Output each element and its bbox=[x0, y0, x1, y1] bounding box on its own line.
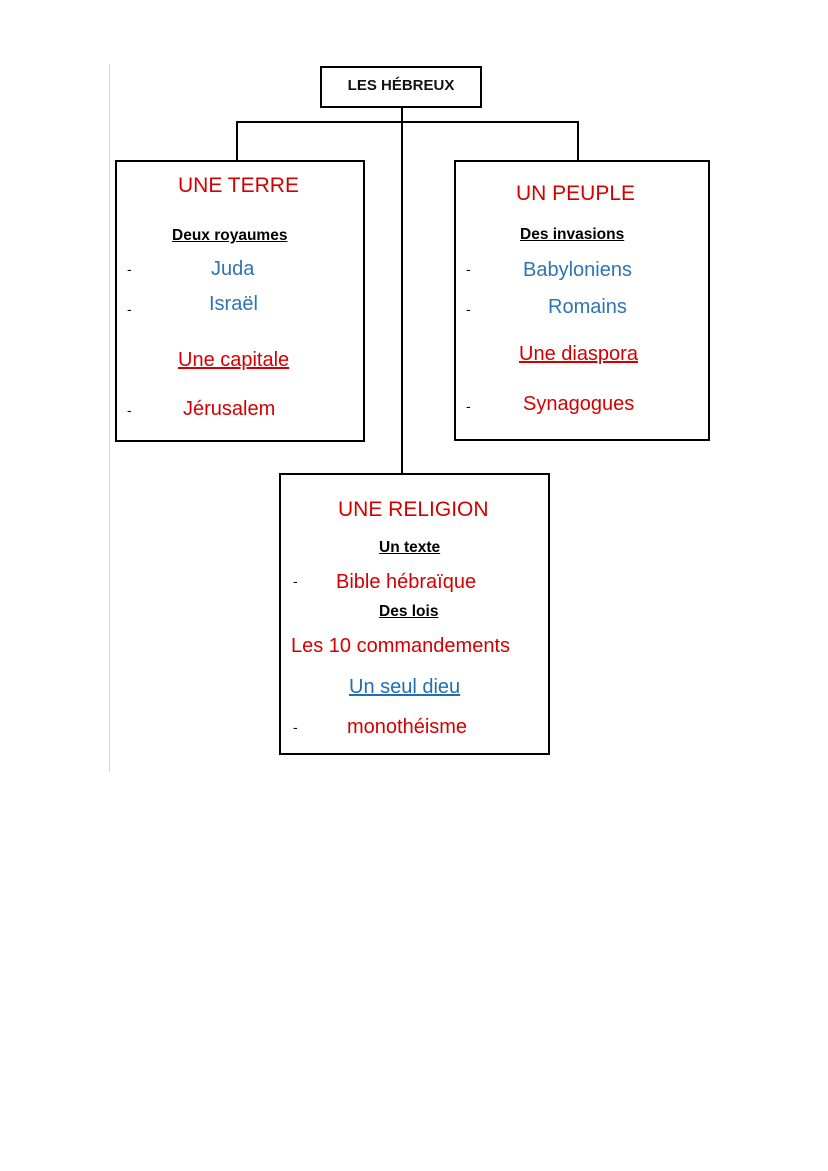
religion-dieu-item-1: monothéisme bbox=[347, 716, 468, 738]
peuple-title: UN PEUPLE bbox=[516, 182, 636, 205]
religion-texte-bullet-1: - bbox=[293, 573, 298, 589]
page-margin-line bbox=[109, 64, 110, 772]
peuple-invasions-bullet-2: - bbox=[466, 301, 471, 317]
terre-royaumes-heading: Deux royaumes bbox=[172, 227, 288, 244]
connector-left-drop bbox=[236, 121, 238, 160]
root-node bbox=[320, 66, 482, 108]
religion-title: UNE RELIGION bbox=[338, 498, 489, 521]
node-un-peuple bbox=[454, 160, 710, 441]
root-title: LES HÉBREUX bbox=[347, 77, 455, 94]
peuple-diaspora-heading: Une diaspora bbox=[519, 343, 638, 365]
terre-royaumes-bullet-2: - bbox=[127, 301, 132, 317]
religion-lois-item-1: Les 10 commandements bbox=[291, 635, 511, 657]
religion-lois-heading: Des lois bbox=[379, 603, 439, 620]
terre-title: UNE TERRE bbox=[178, 174, 299, 197]
node-une-terre bbox=[115, 160, 365, 442]
peuple-invasions-heading: Des invasions bbox=[520, 226, 625, 243]
peuple-invasions-bullet-1: - bbox=[466, 261, 471, 277]
terre-royaumes-item-2: Israël bbox=[209, 293, 258, 315]
peuple-invasions-item-1: Babyloniens bbox=[523, 259, 632, 281]
religion-texte-heading: Un texte bbox=[379, 539, 441, 556]
node-une-religion bbox=[279, 473, 550, 755]
peuple-invasions-item-2: Romains bbox=[548, 296, 627, 318]
connector-right-drop bbox=[577, 121, 579, 160]
terre-royaumes-bullet-1: - bbox=[127, 261, 132, 277]
peuple-diaspora-item-1: Synagogues bbox=[523, 393, 635, 415]
terre-capitale-bullet-1: - bbox=[127, 402, 132, 418]
terre-capitale-item-1: Jérusalem bbox=[183, 398, 276, 420]
connector-root-trunk bbox=[401, 107, 403, 475]
religion-dieu-heading: Un seul dieu bbox=[349, 676, 461, 698]
religion-dieu-bullet-1: - bbox=[293, 719, 298, 735]
terre-royaumes-item-1: Juda bbox=[211, 258, 255, 280]
peuple-diaspora-bullet-1: - bbox=[466, 398, 471, 414]
terre-capitale-heading: Une capitale bbox=[178, 349, 290, 371]
connector-horizontal-bar bbox=[236, 121, 579, 123]
religion-texte-item-1: Bible hébraïque bbox=[336, 571, 477, 593]
